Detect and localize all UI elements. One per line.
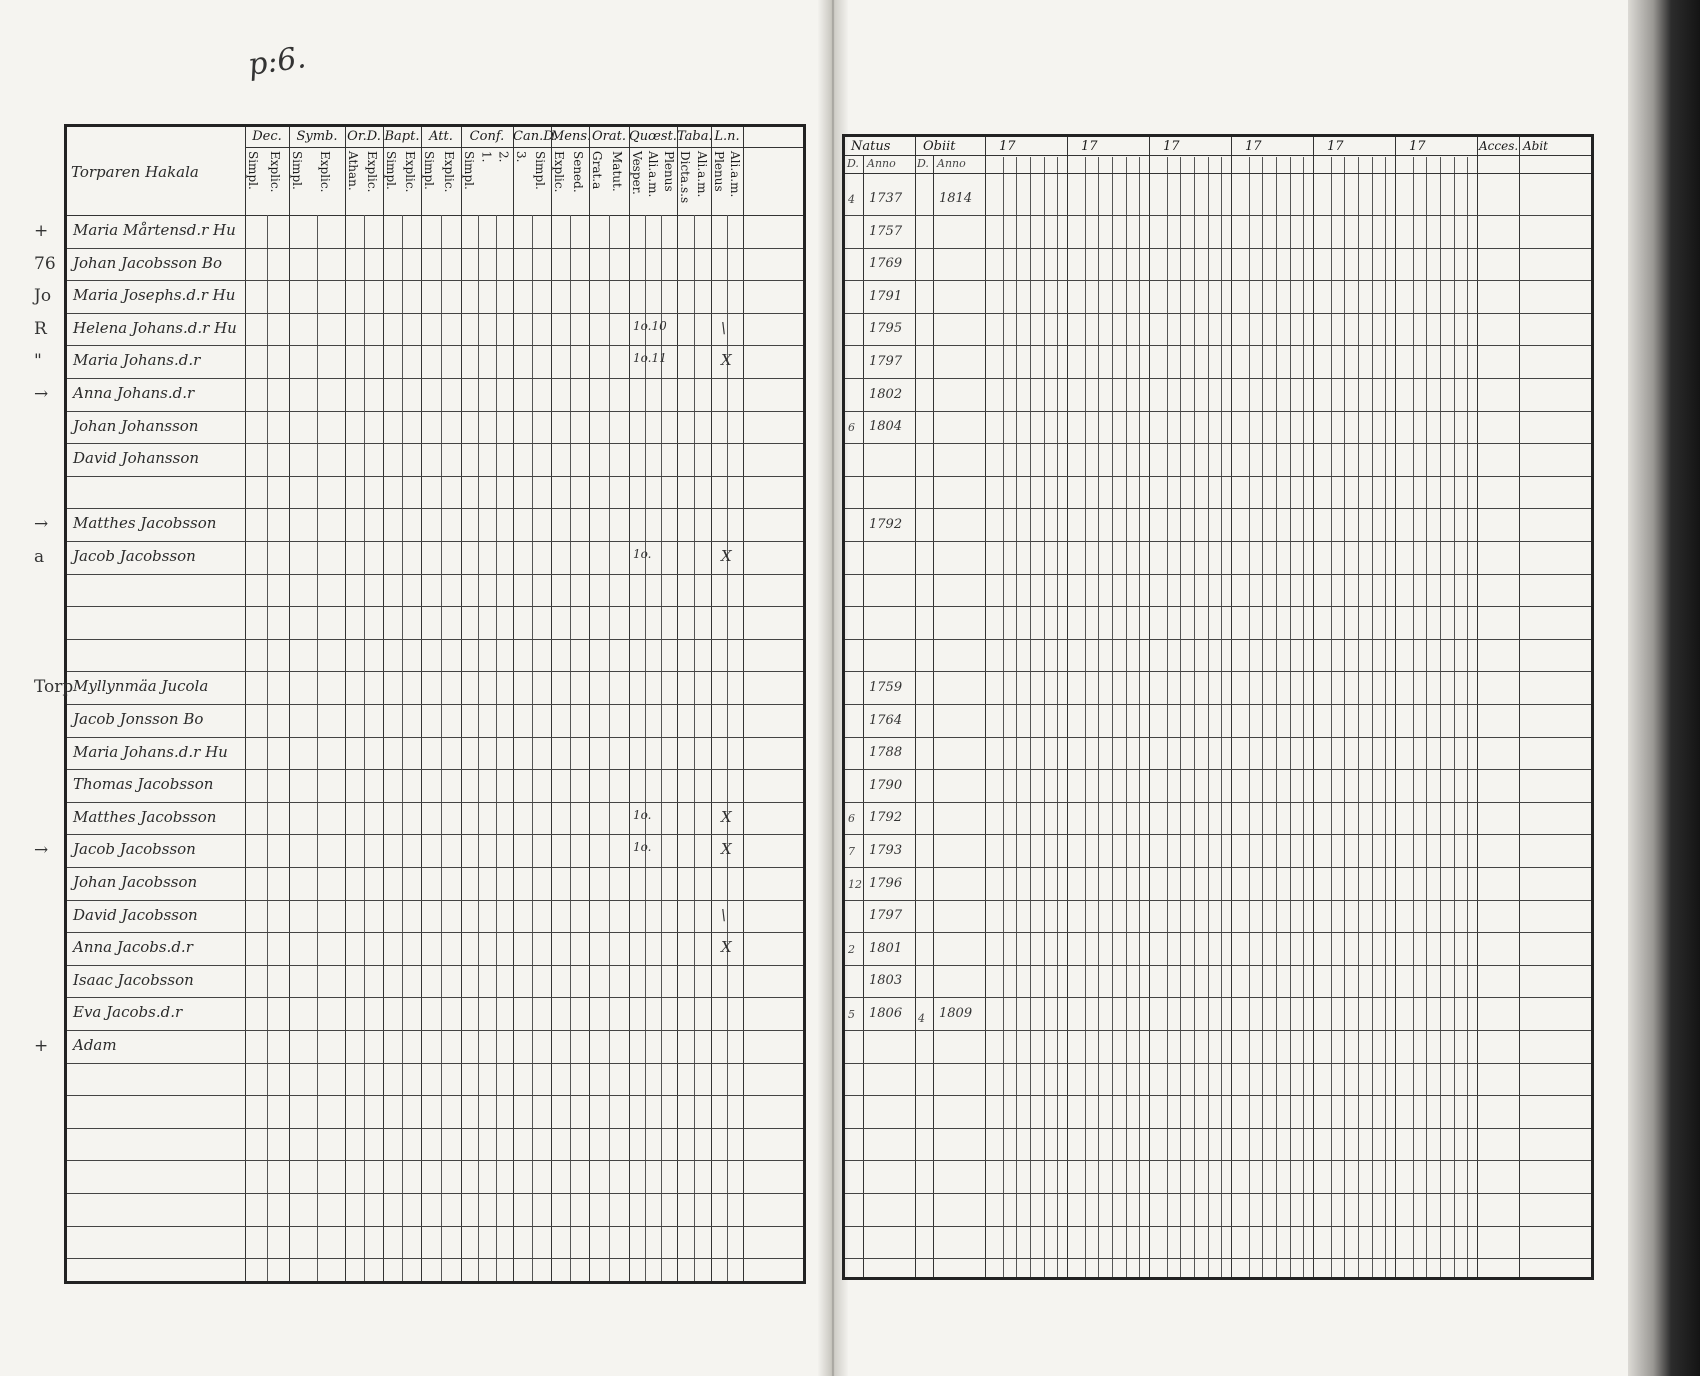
birth-year: 1804 xyxy=(869,419,903,435)
year-subcol-divider xyxy=(1112,157,1113,1277)
year-subcol-divider xyxy=(1167,157,1168,1277)
quaestio-mark: 1o. xyxy=(633,840,652,855)
person-name: Maria Mårtensd.r Hu xyxy=(73,221,236,239)
birth-day: 2 xyxy=(848,942,855,956)
left-subheader: Explic. xyxy=(442,151,456,193)
right-col-divider xyxy=(915,137,916,1277)
year-subcol-divider xyxy=(1030,157,1031,1277)
right-col-divider xyxy=(1395,137,1396,1277)
year-subcol-divider xyxy=(1098,157,1099,1277)
person-name: Adam xyxy=(73,1036,117,1054)
year-subcol-divider xyxy=(1139,157,1140,1277)
ln-mark: X xyxy=(721,840,732,859)
person-name: Jacob Jonsson Bo xyxy=(73,710,204,728)
birth-day: 5 xyxy=(848,1008,855,1021)
birth-year: 1791 xyxy=(869,288,903,304)
right-row-line xyxy=(845,639,1591,640)
right-col-divider xyxy=(985,137,986,1277)
quaestio-mark: 1o.11 xyxy=(633,351,667,366)
left-subheader: Ali.a.m. xyxy=(695,151,709,198)
ln-mark: X xyxy=(721,351,732,370)
left-subcol-divider xyxy=(441,215,442,1281)
left-row-line xyxy=(67,932,803,933)
left-row-line xyxy=(67,345,803,346)
person-name: Maria Johans.d.r xyxy=(73,351,201,370)
right-row-line xyxy=(845,476,1591,477)
left-subheader: Vesper. xyxy=(630,151,644,195)
obiit-anno-label: Anno xyxy=(937,157,966,170)
left-row-line xyxy=(67,671,803,672)
year-subcol-divider xyxy=(1249,157,1250,1277)
left-row-line xyxy=(67,834,803,835)
left-row-line xyxy=(67,476,803,477)
right-col-divider xyxy=(933,155,934,1277)
right-row-line xyxy=(845,280,1591,281)
year-group-header: 17 xyxy=(1409,139,1426,154)
person-name: David Jacobsson xyxy=(73,905,198,924)
right-row-line xyxy=(845,248,1591,249)
margin-mark: + xyxy=(34,221,49,241)
left-subcol-divider xyxy=(317,215,318,1281)
left-header-5: Conf. xyxy=(469,129,505,144)
birth-year: 1737 xyxy=(869,191,903,206)
birth-year: 1797 xyxy=(869,354,903,369)
right-row-line xyxy=(845,997,1591,998)
left-row-line xyxy=(67,411,803,412)
left-subheader: Explic. xyxy=(318,151,332,193)
natus-header: Natus xyxy=(851,139,891,154)
ln-mark: X xyxy=(721,807,732,826)
left-header-10: Taba. xyxy=(677,129,713,144)
right-col-divider xyxy=(1477,137,1478,1277)
death-day: 4 xyxy=(918,1012,925,1025)
right-row-line xyxy=(845,541,1591,542)
ln-mark: X xyxy=(721,938,732,957)
left-row-line xyxy=(67,769,803,770)
birth-year: 1757 xyxy=(869,223,903,239)
year-group-header: 17 xyxy=(1081,139,1098,154)
right-col-divider xyxy=(1519,137,1520,1277)
left-subheader: Matut. xyxy=(610,151,624,192)
right-row-line xyxy=(845,411,1591,412)
left-subcol-divider xyxy=(661,215,662,1281)
year-subcol-divider xyxy=(1385,157,1386,1277)
right-col-divider xyxy=(1231,137,1232,1277)
year-subcol-divider xyxy=(1440,157,1441,1277)
left-row-line xyxy=(67,997,803,998)
obiit-d-label: D. xyxy=(917,157,929,170)
birth-year: 1792 xyxy=(869,810,903,826)
left-subcol-divider xyxy=(694,215,695,1281)
margin-mark: → xyxy=(34,514,49,535)
birth-year: 1769 xyxy=(869,256,903,272)
left-register-table xyxy=(64,124,806,1284)
left-subheader: Explic. xyxy=(365,151,379,193)
left-row-line xyxy=(67,704,803,705)
person-name: Anna Jacobs.d.r xyxy=(73,938,193,957)
year-group-header: 17 xyxy=(1327,139,1344,154)
quaestio-mark: 1o. xyxy=(633,547,652,561)
right-row-line xyxy=(845,737,1591,738)
left-row-line xyxy=(67,443,803,444)
left-row-line xyxy=(67,280,803,281)
left-row-line xyxy=(67,1095,803,1096)
right-row-line xyxy=(845,1030,1591,1031)
year-subcol-divider xyxy=(1016,157,1017,1277)
birth-year: 1797 xyxy=(869,908,903,924)
left-header-7: Mens. xyxy=(551,129,592,144)
left-row-line xyxy=(67,508,803,509)
birth-year: 1788 xyxy=(869,745,903,761)
year-subcol-divider xyxy=(1413,157,1414,1277)
person-name: Jacob Jacobsson xyxy=(73,840,196,859)
quaestio-mark: 1o. xyxy=(633,807,652,822)
person-name: Thomas Jacobsson xyxy=(73,775,214,794)
birth-year: 1793 xyxy=(869,843,903,858)
left-subheader: Ali.a.m. xyxy=(646,151,660,198)
left-subheader: 2. xyxy=(496,151,511,163)
year-subcol-divider xyxy=(1290,157,1291,1277)
right-row-line xyxy=(845,867,1591,868)
right-row-line xyxy=(845,1063,1591,1064)
obiit-header: Obiit xyxy=(923,139,956,154)
left-header-bottom-line xyxy=(67,215,803,216)
left-subheader: Simpl. xyxy=(246,151,260,190)
year-subcol-divider xyxy=(1180,157,1181,1277)
margin-mark: + xyxy=(34,1036,49,1056)
year-subcol-divider xyxy=(1044,157,1045,1277)
birth-day: 12 xyxy=(848,877,862,891)
left-row-line xyxy=(67,802,803,803)
right-row-line xyxy=(845,704,1591,705)
left-subheader: 1. xyxy=(479,151,494,163)
left-subheader: Simpl. xyxy=(384,151,398,190)
right-row-line xyxy=(845,671,1591,672)
left-subcol-divider xyxy=(570,215,571,1281)
margin-mark: a xyxy=(34,547,45,567)
left-subheader: Explic. xyxy=(552,151,566,193)
right-header-line xyxy=(845,155,1591,156)
year-subcol-divider xyxy=(1262,157,1263,1277)
person-name: Johan Johansson xyxy=(73,416,199,435)
right-row-line xyxy=(845,574,1591,575)
year-subcol-divider xyxy=(1085,157,1086,1277)
person-name: David Johansson xyxy=(73,449,200,468)
margin-mark: R xyxy=(34,318,47,339)
left-row-line xyxy=(67,639,803,640)
right-subheader-line xyxy=(845,173,1591,174)
left-subheader: Explic. xyxy=(403,151,417,193)
left-row-line xyxy=(67,965,803,966)
right-row-line xyxy=(845,508,1591,509)
death-year: 1814 xyxy=(939,191,973,206)
right-col-divider xyxy=(1149,137,1150,1277)
year-group-header: 17 xyxy=(1163,139,1180,154)
right-row-line xyxy=(845,1160,1591,1161)
left-subcol-divider xyxy=(364,215,365,1281)
left-row-line xyxy=(67,1193,803,1194)
quaestio-mark: 1o.10 xyxy=(633,318,667,333)
birth-day: 7 xyxy=(848,845,855,858)
birth-year: 1759 xyxy=(869,680,903,695)
right-row-line xyxy=(845,215,1591,216)
left-header-2: Or.D. xyxy=(347,129,381,144)
accessit-header: Acces. xyxy=(1479,139,1519,153)
left-row-line xyxy=(67,541,803,542)
person-name: Matthes Jacobsson xyxy=(73,807,217,826)
person-name: Anna Johans.d.r xyxy=(73,384,195,402)
margin-mark: Torp xyxy=(34,677,74,698)
birth-year: 1803 xyxy=(869,973,903,989)
left-row-line xyxy=(67,737,803,738)
left-header-1: Symb. xyxy=(296,129,338,144)
birth-year: 1806 xyxy=(869,1006,903,1021)
person-name: Maria Josephs.d.r Hu xyxy=(73,286,236,305)
right-row-line xyxy=(845,378,1591,379)
left-row-line xyxy=(67,1030,803,1031)
left-subheader: 3. xyxy=(514,151,528,163)
left-header-3: Bapt. xyxy=(384,129,420,144)
ln-mark: \ xyxy=(721,905,727,924)
birth-day: 6 xyxy=(848,812,855,826)
left-header-9: Quœst. xyxy=(629,129,677,144)
right-register-table xyxy=(842,134,1594,1280)
left-header-6: Can.D. xyxy=(513,129,558,144)
left-subheader: Dicta.s.s xyxy=(678,151,692,204)
left-row-line xyxy=(67,867,803,868)
natus-d-label: D. xyxy=(847,157,859,170)
left-row-line xyxy=(67,378,803,379)
left-subheader: Simpl. xyxy=(533,151,547,190)
right-col-divider xyxy=(1313,137,1314,1277)
year-subcol-divider xyxy=(1003,157,1004,1277)
left-subheader: Grat.a xyxy=(590,151,604,190)
ln-mark: \ xyxy=(721,318,727,337)
right-row-line xyxy=(845,345,1591,346)
left-subheader: Simpl. xyxy=(422,151,436,190)
left-row-line xyxy=(67,900,803,901)
left-subheader: Plenus xyxy=(712,151,726,192)
right-col-divider xyxy=(863,155,864,1277)
left-subheader: Plenus xyxy=(662,151,676,192)
left-subcol-divider xyxy=(645,215,646,1281)
book-right-edge xyxy=(1628,0,1700,1376)
left-subcol-divider xyxy=(402,215,403,1281)
year-subcol-divider xyxy=(1276,157,1277,1277)
person-name: Myllynmäa Jucola xyxy=(73,677,209,696)
year-group-header: 17 xyxy=(1245,139,1262,154)
year-subcol-divider xyxy=(1426,157,1427,1277)
left-row-line xyxy=(67,248,803,249)
right-row-line xyxy=(845,965,1591,966)
person-name: Matthes Jacobsson xyxy=(73,514,217,533)
natus-anno-label: Anno xyxy=(867,157,896,170)
birth-year: 1801 xyxy=(869,940,903,956)
birth-year: 1796 xyxy=(869,875,903,891)
margin-mark: → xyxy=(34,840,49,861)
right-row-line xyxy=(845,1193,1591,1194)
year-subcol-divider xyxy=(1194,157,1195,1277)
margin-mark: → xyxy=(34,384,49,404)
birth-year: 1795 xyxy=(869,321,903,337)
year-subcol-divider xyxy=(1344,157,1345,1277)
person-name: Jacob Jacobsson xyxy=(73,547,196,565)
left-subcol-divider xyxy=(727,215,728,1281)
left-row-line xyxy=(67,1258,803,1259)
left-row-line xyxy=(67,1226,803,1227)
death-year: 1809 xyxy=(939,1006,973,1021)
person-name: Johan Jacobsson Bo xyxy=(73,253,222,272)
year-group-header: 17 xyxy=(999,139,1016,154)
right-row-line xyxy=(845,834,1591,835)
year-subcol-divider xyxy=(1358,157,1359,1277)
left-subheader: Sened. xyxy=(571,151,585,193)
left-row-line xyxy=(67,606,803,607)
year-subcol-divider xyxy=(1454,157,1455,1277)
person-name: Isaac Jacobsson xyxy=(73,970,194,989)
year-subcol-divider xyxy=(1331,157,1332,1277)
birth-year: 1802 xyxy=(869,386,903,402)
right-row-line xyxy=(845,1095,1591,1096)
left-subheader: Ali.a.m. xyxy=(728,151,742,198)
right-row-line xyxy=(845,313,1591,314)
person-name: Eva Jacobs.d.r xyxy=(73,1003,183,1022)
year-subcol-divider xyxy=(1221,157,1222,1277)
left-subcol-divider xyxy=(267,215,268,1281)
left-subheader: Explic. xyxy=(268,151,282,193)
year-subcol-divider xyxy=(1372,157,1373,1277)
right-row-line xyxy=(845,1258,1591,1259)
margin-mark: Jo xyxy=(34,286,52,307)
right-row-line xyxy=(845,443,1591,444)
left-subheader: Athan. xyxy=(346,151,360,191)
birth-day: 6 xyxy=(848,421,855,435)
right-row-line xyxy=(845,900,1591,901)
right-row-line xyxy=(845,932,1591,933)
person-name: Helena Johans.d.r Hu xyxy=(73,318,237,337)
year-subcol-divider xyxy=(1208,157,1209,1277)
page-number: p:6. xyxy=(245,40,309,83)
left-row-line xyxy=(67,1063,803,1064)
left-header-top-line xyxy=(245,147,803,148)
left-row-line xyxy=(67,313,803,314)
right-row-line xyxy=(845,1226,1591,1227)
birth-day: 4 xyxy=(848,193,855,206)
left-header-11: L.n. xyxy=(714,129,740,144)
left-subheader: Simpl. xyxy=(290,151,304,190)
birth-year: 1764 xyxy=(869,712,903,728)
left-row-line xyxy=(67,574,803,575)
left-subcol-divider xyxy=(532,215,533,1281)
left-subcol-divider xyxy=(478,215,479,1281)
right-row-line xyxy=(845,606,1591,607)
register-heading: Torparen Hakala xyxy=(71,163,199,181)
right-col-divider xyxy=(1067,137,1068,1277)
margin-mark: 76 xyxy=(34,253,56,274)
right-row-line xyxy=(845,769,1591,770)
left-subcol-divider xyxy=(609,215,610,1281)
person-name: Maria Johans.d.r Hu xyxy=(73,742,228,761)
margin-mark: " xyxy=(34,351,42,372)
left-row-line xyxy=(67,1128,803,1129)
left-header-8: Orat. xyxy=(592,129,626,144)
left-subcol-divider xyxy=(496,215,497,1281)
left-header-0: Dec. xyxy=(252,129,282,144)
ln-mark: X xyxy=(721,547,732,565)
birth-year: 1790 xyxy=(869,777,903,793)
left-subheader: Simpl. xyxy=(462,151,476,190)
right-row-line xyxy=(845,802,1591,803)
person-name: Johan Jacobsson xyxy=(73,873,198,891)
year-subcol-divider xyxy=(1303,157,1304,1277)
birth-year: 1792 xyxy=(869,517,903,532)
year-subcol-divider xyxy=(1126,157,1127,1277)
left-header-4: Att. xyxy=(429,129,453,144)
left-row-line xyxy=(67,1160,803,1161)
year-subcol-divider xyxy=(1057,157,1058,1277)
right-row-line xyxy=(845,1128,1591,1129)
abiit-header: Abit xyxy=(1523,139,1549,153)
year-subcol-divider xyxy=(1467,157,1468,1277)
